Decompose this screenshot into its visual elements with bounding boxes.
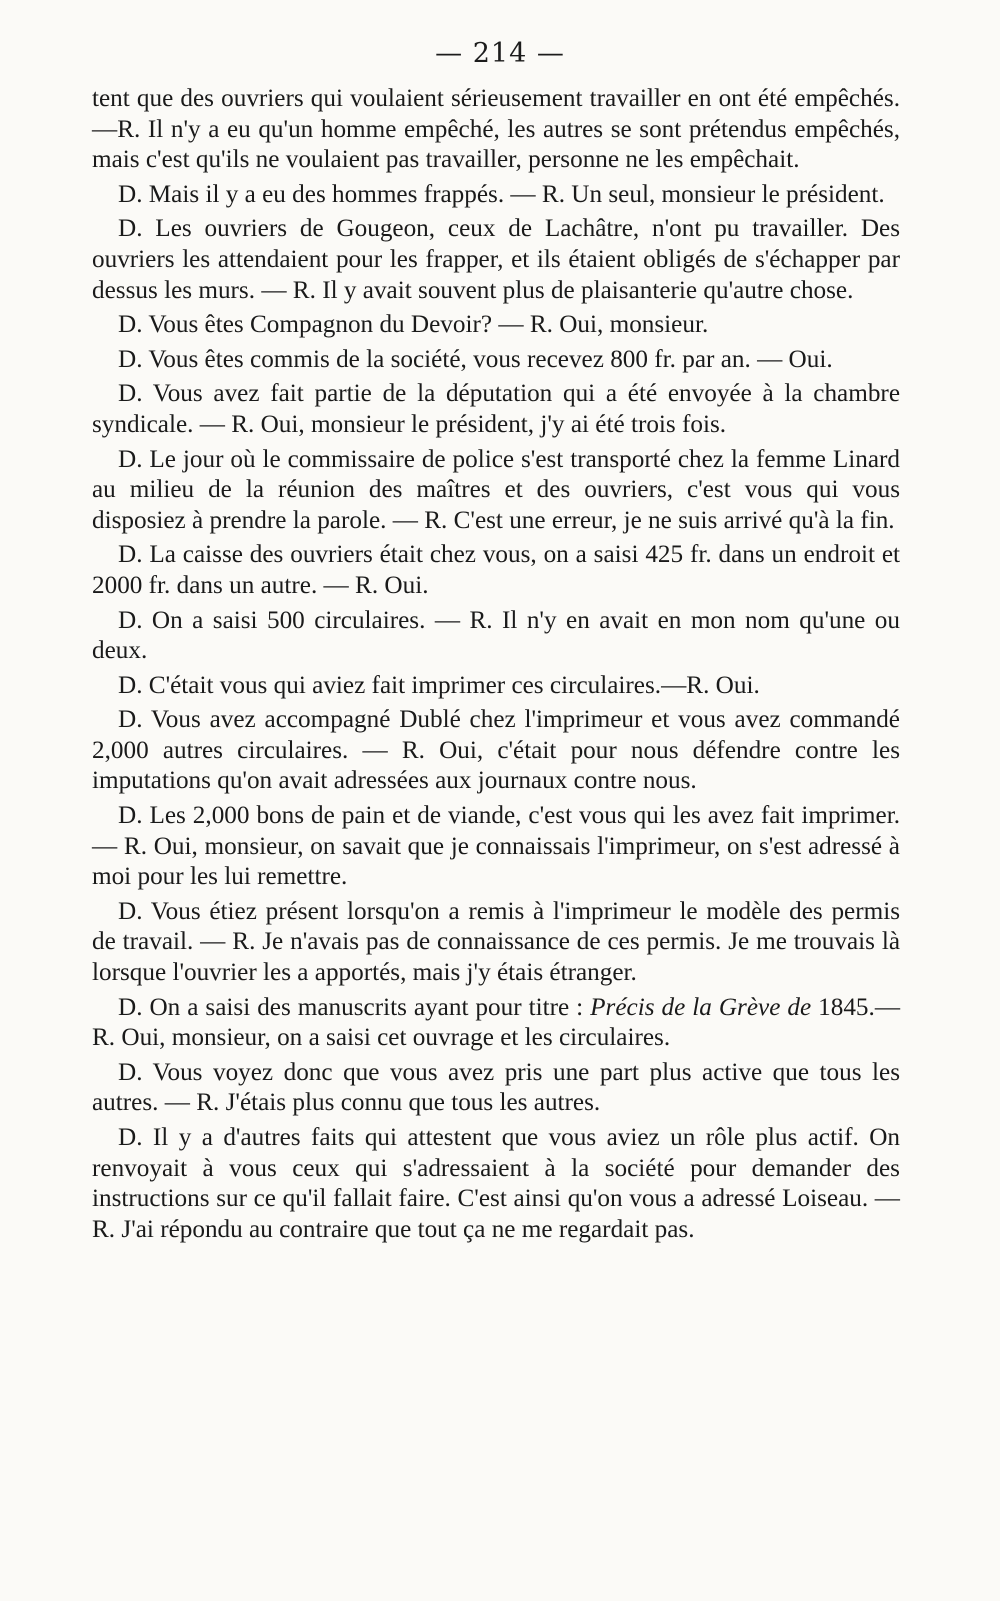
paragraph: D. C'était vous qui aviez fait imprimer ces circulaires.—R. Oui. [118,671,760,699]
body-text [92,84,900,1249]
paragraph [92,993,900,1054]
paragraph: D. La caisse des ouvriers était chez vous, on a saisi 425 fr. dans un endroit et 2000 fr. dans un autre. — R. Oui. [92,541,900,599]
paragraph: D. Vous étiez présent lorsqu'on a remis à l'imprimeur le modèle des permis de travail. — R. Je n'avais pas de connaissance de ces permis. Je me trouvais là lorsque l'ouvrier les a apportés, mais j'y étais étranger. [92,897,900,987]
paragraph: D. Les ouvriers de Gougeon, ceux de Lachâtre, n'ont pu travailler. Des ouvriers les attendaient pour les frapper, et ils étaient obligés de s'échapper par dessus les murs. — R. Il y avait souvent plus de plaisanterie qu'autre chose. [92,215,900,304]
paragraph: D. Vous avez accompagné Dublé chez l'imprimeur et vous avez commandé 2,000 autres circulaires. — R. Oui, c'était pour nous défendre contre les imputations qu'on avait adressées aux journaux contre nous. [92,706,900,795]
paragraph: D. Mais il y a eu des hommes frappés. — R. Un seul, monsieur le président. [118,180,885,208]
paragraph: D. Vous êtes commis de la société, vous recevez 800 fr. par an. — Oui. [118,345,833,373]
paragraph: D. On a saisi 500 circulaires. — R. Il n'y en avait en mon nom qu'une ou deux. [92,606,900,665]
paragraph: D. Vous avez fait partie de la députation qui a été envoyée à la chambre syndicale. — R. Oui, monsieur le président, j'y ai été trois fois. [92,380,900,438]
paragraph-text: 1845.—R. Oui, monsieur, on a saisi cet ouvrage et les circulaires. [92,993,901,1052]
paragraph: D. Vous voyez donc que vous avez pris une part plus active que tous les autres. — R. J'étais plus connu que tous les autres. [92,1058,900,1117]
paragraph: tent que des ouvriers qui voulaient sérieusement travailler en ont été empêchés.—R. Il n'y a eu qu'un homme empêché, les autres se sont prétendus empêchés, mais c'est qu'ils ne voulaient pas travailler, personne ne les empêchait. [92,85,900,174]
paragraph: D. Le jour où le commissaire de police s'est transporté chez la femme Linard au milieu de la réunion des maîtres et des ouvriers, c'est vous qui vous disposiez à prendre la parole. — R. C'est une erreur, je ne suis arrivé qu'à la fin. [92,445,900,534]
paragraph: D. Vous êtes Compagnon du Devoir? — R. Oui, monsieur. [118,311,709,339]
book-title: Précis de la Grève de [590,993,812,1021]
paragraph: D. Il y a d'autres faits qui attestent que vous aviez un rôle plus actif. On renvoyait à vous ceux qui s'adressaient à la société pour demander des instructions sur ce qu'il fallait faire. C'est ainsi qu'on vous a adressé Loiseau. — R. J'ai répondu au contraire que tout ça ne me regardait pas. [92,1124,900,1243]
paragraph-text: D. On a saisi des manuscrits ayant pour titre : [118,993,591,1021]
paragraph: D. Les 2,000 bons de pain et de viande, c'est vous qui les avez fait imprimer. — R. Oui, monsieur, on savait que je connaissais l'imprimeur, on s'est adressé à moi pour les lui remettre. [92,802,900,891]
page-number: — 214 — [435,38,565,69]
